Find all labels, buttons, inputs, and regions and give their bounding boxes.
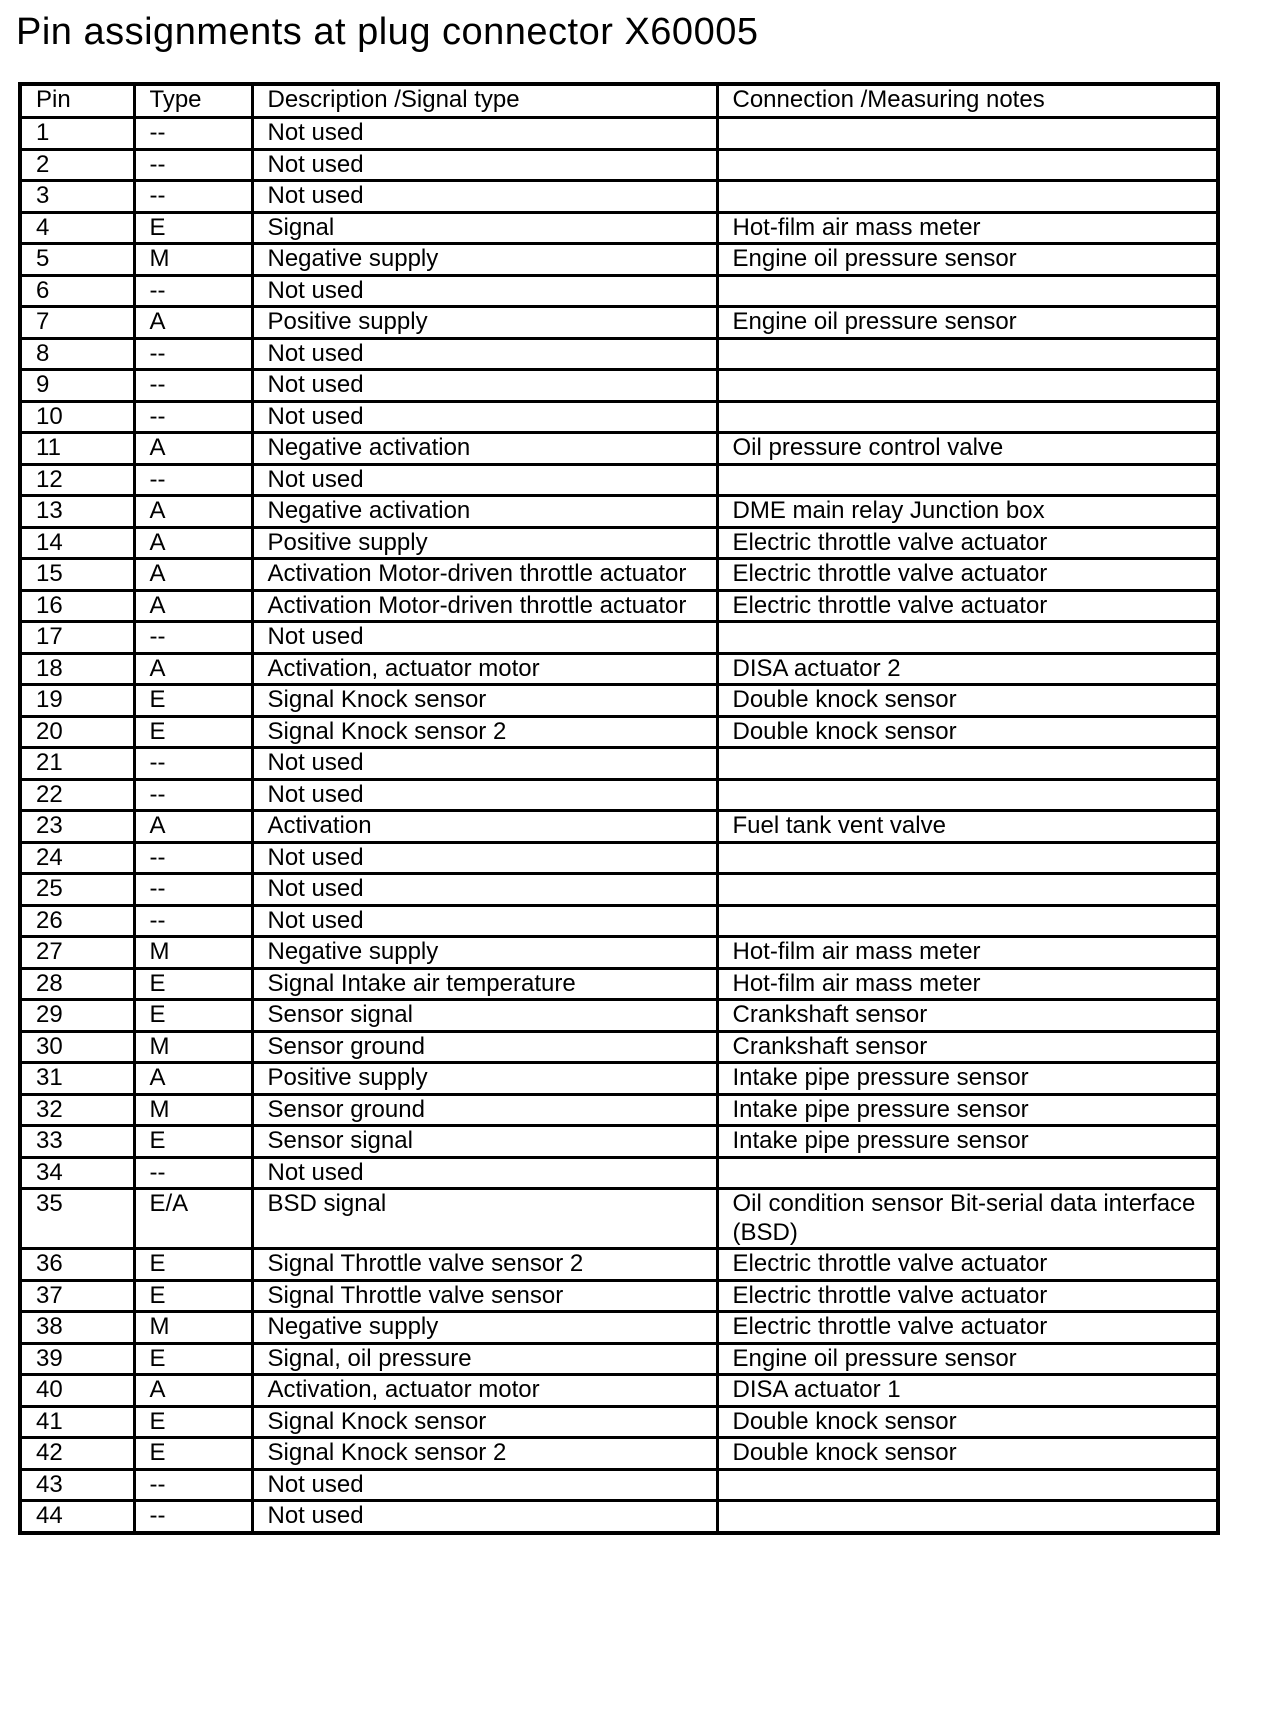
table-row [20, 433, 1218, 465]
connection-cell: Crankshaft sensor [717, 1031, 1218, 1063]
description-cell: Positive supply [252, 307, 717, 339]
connection-cell [717, 1469, 1218, 1501]
connection-cell: Crankshaft sensor [717, 1000, 1218, 1032]
type-cell: A [134, 527, 252, 559]
table-row [20, 118, 1218, 150]
table-row [20, 401, 1218, 433]
table-row [20, 1406, 1218, 1438]
type-cell: -- [134, 464, 252, 496]
description-cell: Signal [252, 212, 717, 244]
connection-cell: Hot-film air mass meter [717, 968, 1218, 1000]
table-row [20, 181, 1218, 213]
table-row [20, 937, 1218, 969]
pin-cell: 23 [20, 811, 134, 843]
type-cell: -- [134, 181, 252, 213]
connection-cell: Electric throttle valve actuator [717, 1280, 1218, 1312]
description-cell: Negative activation [252, 496, 717, 528]
description-cell: Activation [252, 811, 717, 843]
pin-cell: 39 [20, 1343, 134, 1375]
pin-cell: 20 [20, 716, 134, 748]
type-cell: M [134, 937, 252, 969]
connection-cell: Double knock sensor [717, 1438, 1218, 1470]
connection-cell: Electric throttle valve actuator [717, 1249, 1218, 1281]
pin-cell: 19 [20, 685, 134, 717]
table-header-row [20, 84, 1218, 118]
pin-cell: 16 [20, 590, 134, 622]
connection-cell: DME main relay Junction box [717, 496, 1218, 528]
pin-cell: 3 [20, 181, 134, 213]
table-row [20, 1280, 1218, 1312]
description-cell: Not used [252, 275, 717, 307]
column-header-description: Description /Signal type [252, 84, 717, 118]
table-row [20, 275, 1218, 307]
connection-cell [717, 874, 1218, 906]
table-row [20, 1375, 1218, 1407]
type-cell: -- [134, 338, 252, 370]
pin-cell: 25 [20, 874, 134, 906]
type-cell: E [134, 1438, 252, 1470]
connection-cell: Engine oil pressure sensor [717, 244, 1218, 276]
table-row [20, 464, 1218, 496]
pin-cell: 26 [20, 905, 134, 937]
table-row [20, 1126, 1218, 1158]
type-cell: E [134, 968, 252, 1000]
pin-cell: 35 [20, 1189, 134, 1249]
pin-cell: 6 [20, 275, 134, 307]
table-row [20, 1343, 1218, 1375]
connection-cell: Hot-film air mass meter [717, 212, 1218, 244]
pin-cell: 14 [20, 527, 134, 559]
type-cell: E/A [134, 1189, 252, 1249]
table-row [20, 244, 1218, 276]
pin-cell: 11 [20, 433, 134, 465]
description-cell: Sensor signal [252, 1126, 717, 1158]
description-cell: Not used [252, 842, 717, 874]
table-row [20, 1501, 1218, 1533]
type-cell: -- [134, 370, 252, 402]
type-cell: -- [134, 748, 252, 780]
type-cell: E [134, 685, 252, 717]
description-cell: Not used [252, 118, 717, 150]
type-cell: M [134, 1094, 252, 1126]
description-cell: Not used [252, 181, 717, 213]
table-row [20, 779, 1218, 811]
table-row [20, 748, 1218, 780]
connection-cell [717, 842, 1218, 874]
table-row [20, 1438, 1218, 1470]
table-row [20, 1469, 1218, 1501]
type-cell: A [134, 496, 252, 528]
description-cell: Activation, actuator motor [252, 1375, 717, 1407]
table-row [20, 842, 1218, 874]
description-cell: Signal Intake air temperature [252, 968, 717, 1000]
pin-cell: 22 [20, 779, 134, 811]
table-row [20, 874, 1218, 906]
connection-cell [717, 149, 1218, 181]
column-header-type: Type [134, 84, 252, 118]
table-row [20, 1094, 1218, 1126]
pin-cell: 12 [20, 464, 134, 496]
description-cell: Not used [252, 464, 717, 496]
description-cell: Negative supply [252, 937, 717, 969]
table-row [20, 1312, 1218, 1344]
table-row [20, 496, 1218, 528]
description-cell: BSD signal [252, 1189, 717, 1249]
description-cell: Negative supply [252, 1312, 717, 1344]
pin-cell: 17 [20, 622, 134, 654]
table-row [20, 1189, 1218, 1249]
table-row [20, 811, 1218, 843]
description-cell: Not used [252, 874, 717, 906]
table-row [20, 1249, 1218, 1281]
type-cell: -- [134, 779, 252, 811]
pin-cell: 9 [20, 370, 134, 402]
connection-cell: DISA actuator 2 [717, 653, 1218, 685]
type-cell: E [134, 212, 252, 244]
table-row [20, 590, 1218, 622]
type-cell: -- [134, 401, 252, 433]
pin-cell: 13 [20, 496, 134, 528]
pin-cell: 42 [20, 1438, 134, 1470]
description-cell: Sensor ground [252, 1031, 717, 1063]
pin-cell: 44 [20, 1501, 134, 1533]
connection-cell: DISA actuator 1 [717, 1375, 1218, 1407]
connection-cell [717, 118, 1218, 150]
pin-cell: 15 [20, 559, 134, 591]
type-cell: A [134, 1063, 252, 1095]
table-row [20, 370, 1218, 402]
description-cell: Negative activation [252, 433, 717, 465]
type-cell: M [134, 1031, 252, 1063]
connection-cell: Fuel tank vent valve [717, 811, 1218, 843]
pin-cell: 40 [20, 1375, 134, 1407]
description-cell: Positive supply [252, 527, 717, 559]
table-row [20, 149, 1218, 181]
description-cell: Positive supply [252, 1063, 717, 1095]
description-cell: Signal, oil pressure [252, 1343, 717, 1375]
table-row [20, 1031, 1218, 1063]
type-cell: -- [134, 842, 252, 874]
description-cell: Sensor signal [252, 1000, 717, 1032]
connection-cell: Double knock sensor [717, 716, 1218, 748]
table-row [20, 968, 1218, 1000]
pin-cell: 33 [20, 1126, 134, 1158]
description-cell: Signal Knock sensor [252, 685, 717, 717]
connection-cell: Engine oil pressure sensor [717, 307, 1218, 339]
table-row [20, 307, 1218, 339]
connection-cell [717, 779, 1218, 811]
description-cell: Not used [252, 622, 717, 654]
pin-assignment-table [18, 82, 1220, 1535]
pin-cell: 8 [20, 338, 134, 370]
type-cell: -- [134, 622, 252, 654]
pin-cell: 24 [20, 842, 134, 874]
connection-cell [717, 1157, 1218, 1189]
connection-cell: Oil condition sensor Bit-serial data interface (BSD) [717, 1189, 1218, 1249]
description-cell: Signal Knock sensor 2 [252, 716, 717, 748]
table-row [20, 527, 1218, 559]
table-row [20, 338, 1218, 370]
type-cell: E [134, 1406, 252, 1438]
pin-cell: 5 [20, 244, 134, 276]
pin-cell: 38 [20, 1312, 134, 1344]
pin-cell: 32 [20, 1094, 134, 1126]
type-cell: M [134, 1312, 252, 1344]
connection-cell: Intake pipe pressure sensor [717, 1094, 1218, 1126]
pin-cell: 10 [20, 401, 134, 433]
pin-cell: 2 [20, 149, 134, 181]
type-cell: A [134, 433, 252, 465]
type-cell: E [134, 1000, 252, 1032]
description-cell: Signal Knock sensor 2 [252, 1438, 717, 1470]
type-cell: -- [134, 149, 252, 181]
type-cell: A [134, 307, 252, 339]
pin-cell: 29 [20, 1000, 134, 1032]
description-cell: Not used [252, 748, 717, 780]
table-row [20, 905, 1218, 937]
pin-cell: 27 [20, 937, 134, 969]
column-header-pin: Pin [20, 84, 134, 118]
type-cell: A [134, 1375, 252, 1407]
pin-cell: 18 [20, 653, 134, 685]
connection-cell: Double knock sensor [717, 1406, 1218, 1438]
connection-cell [717, 464, 1218, 496]
type-cell: -- [134, 275, 252, 307]
description-cell: Not used [252, 370, 717, 402]
type-cell: E [134, 1126, 252, 1158]
pin-cell: 31 [20, 1063, 134, 1095]
connection-cell [717, 401, 1218, 433]
table-row [20, 1000, 1218, 1032]
type-cell: -- [134, 1501, 252, 1533]
type-cell: -- [134, 905, 252, 937]
type-cell: E [134, 1280, 252, 1312]
description-cell: Negative supply [252, 244, 717, 276]
description-cell: Signal Throttle valve sensor 2 [252, 1249, 717, 1281]
pin-cell: 34 [20, 1157, 134, 1189]
description-cell: Not used [252, 401, 717, 433]
type-cell: -- [134, 1157, 252, 1189]
connection-cell: Intake pipe pressure sensor [717, 1063, 1218, 1095]
connection-cell [717, 1501, 1218, 1533]
connection-cell [717, 905, 1218, 937]
type-cell: E [134, 716, 252, 748]
table-row [20, 716, 1218, 748]
connection-cell [717, 622, 1218, 654]
type-cell: A [134, 559, 252, 591]
type-cell: A [134, 590, 252, 622]
connection-cell: Hot-film air mass meter [717, 937, 1218, 969]
connection-cell: Electric throttle valve actuator [717, 1312, 1218, 1344]
table-row [20, 685, 1218, 717]
table-row [20, 559, 1218, 591]
description-cell: Not used [252, 1501, 717, 1533]
column-header-connection: Connection /Measuring notes [717, 84, 1218, 118]
pin-cell: 41 [20, 1406, 134, 1438]
pin-cell: 7 [20, 307, 134, 339]
type-cell: -- [134, 118, 252, 150]
pin-cell: 37 [20, 1280, 134, 1312]
type-cell: -- [134, 874, 252, 906]
type-cell: M [134, 244, 252, 276]
page-title: Pin assignments at plug connector X60005 [16, 11, 759, 53]
pin-cell: 21 [20, 748, 134, 780]
type-cell: A [134, 811, 252, 843]
pin-cell: 43 [20, 1469, 134, 1501]
type-cell: E [134, 1343, 252, 1375]
description-cell: Not used [252, 779, 717, 811]
pin-cell: 1 [20, 118, 134, 150]
description-cell: Activation Motor-driven throttle actuator [252, 559, 717, 591]
type-cell: A [134, 653, 252, 685]
connection-cell [717, 275, 1218, 307]
type-cell: E [134, 1249, 252, 1281]
description-cell: Not used [252, 1157, 717, 1189]
table-row [20, 653, 1218, 685]
pin-cell: 28 [20, 968, 134, 1000]
connection-cell [717, 748, 1218, 780]
connection-cell: Electric throttle valve actuator [717, 527, 1218, 559]
description-cell: Activation Motor-driven throttle actuator [252, 590, 717, 622]
pin-cell: 4 [20, 212, 134, 244]
pin-cell: 36 [20, 1249, 134, 1281]
description-cell: Not used [252, 149, 717, 181]
description-cell: Not used [252, 1469, 717, 1501]
description-cell: Not used [252, 905, 717, 937]
connection-cell: Oil pressure control valve [717, 433, 1218, 465]
connection-cell: Engine oil pressure sensor [717, 1343, 1218, 1375]
connection-cell [717, 370, 1218, 402]
connection-cell: Electric throttle valve actuator [717, 559, 1218, 591]
table-row [20, 212, 1218, 244]
description-cell: Signal Throttle valve sensor [252, 1280, 717, 1312]
description-cell: Signal Knock sensor [252, 1406, 717, 1438]
description-cell: Not used [252, 338, 717, 370]
table-body [20, 118, 1218, 1533]
connection-cell [717, 338, 1218, 370]
connection-cell [717, 181, 1218, 213]
connection-cell: Electric throttle valve actuator [717, 590, 1218, 622]
table-row [20, 622, 1218, 654]
type-cell: -- [134, 1469, 252, 1501]
pin-cell: 30 [20, 1031, 134, 1063]
table-row [20, 1157, 1218, 1189]
description-cell: Sensor ground [252, 1094, 717, 1126]
connection-cell: Double knock sensor [717, 685, 1218, 717]
table-row [20, 1063, 1218, 1095]
connection-cell: Intake pipe pressure sensor [717, 1126, 1218, 1158]
description-cell: Activation, actuator motor [252, 653, 717, 685]
